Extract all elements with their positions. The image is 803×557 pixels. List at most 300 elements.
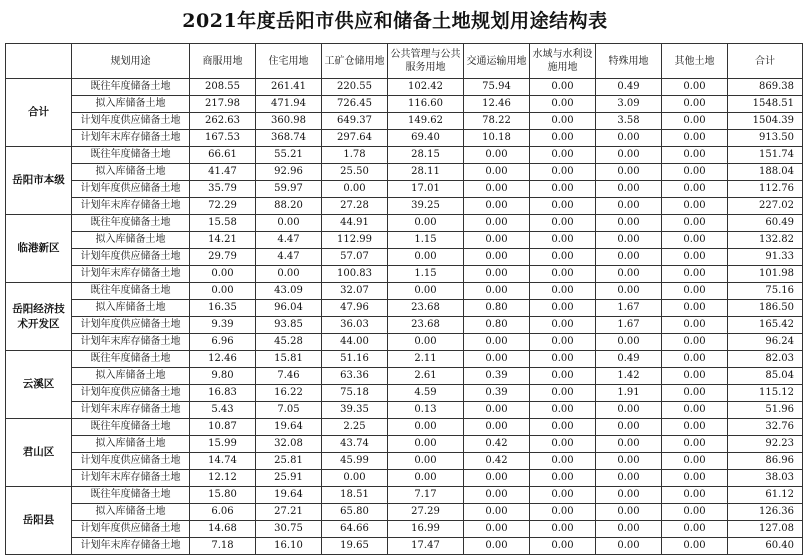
value-cell: 75.94 <box>464 79 530 96</box>
value-cell: 0.00 <box>662 147 728 164</box>
value-cell: 0.00 <box>464 283 530 300</box>
header-cell-other: 其他土地 <box>662 44 728 79</box>
value-cell: 15.81 <box>256 351 322 368</box>
category-cell: 拟入库储备土地 <box>72 164 190 181</box>
value-cell: 649.37 <box>322 113 388 130</box>
header-cell-total: 合计 <box>728 44 803 79</box>
total-cell: 61.12 <box>728 487 803 504</box>
value-cell: 10.87 <box>190 419 256 436</box>
value-cell: 262.63 <box>190 113 256 130</box>
value-cell: 0.00 <box>388 283 464 300</box>
value-cell: 0.00 <box>596 470 662 487</box>
header-cell-public-service: 公共管理与公共服务用地 <box>388 44 464 79</box>
value-cell: 44.00 <box>322 334 388 351</box>
value-cell: 0.39 <box>464 368 530 385</box>
header-cell-residential: 住宅用地 <box>256 44 322 79</box>
category-cell: 既往年度储备土地 <box>72 283 190 300</box>
value-cell: 0.00 <box>530 113 596 130</box>
value-cell: 0.00 <box>464 504 530 521</box>
table-row <box>6 79 803 96</box>
value-cell: 0.00 <box>388 215 464 232</box>
value-cell: 0.00 <box>662 351 728 368</box>
value-cell: 0.00 <box>530 487 596 504</box>
value-cell: 93.85 <box>256 317 322 334</box>
category-cell: 计划年度供应储备土地 <box>72 317 190 334</box>
value-cell: 59.97 <box>256 181 322 198</box>
header-cell-industrial: 工矿仓储用地 <box>322 44 388 79</box>
total-cell: 1504.39 <box>728 113 803 130</box>
table-row <box>6 147 803 164</box>
value-cell: 0.00 <box>464 487 530 504</box>
value-cell: 0.00 <box>530 334 596 351</box>
table-row <box>6 96 803 113</box>
value-cell: 0.00 <box>388 334 464 351</box>
value-cell: 0.00 <box>388 453 464 470</box>
value-cell: 0.00 <box>530 385 596 402</box>
value-cell: 0.00 <box>662 181 728 198</box>
value-cell: 45.28 <box>256 334 322 351</box>
total-cell: 75.16 <box>728 283 803 300</box>
value-cell: 4.47 <box>256 249 322 266</box>
value-cell: 72.29 <box>190 198 256 215</box>
category-cell: 计划年末库存储备土地 <box>72 334 190 351</box>
value-cell: 1.78 <box>322 147 388 164</box>
value-cell: 25.50 <box>322 164 388 181</box>
table-row <box>6 300 803 317</box>
total-cell: 86.96 <box>728 453 803 470</box>
value-cell: 2.61 <box>388 368 464 385</box>
total-cell: 91.33 <box>728 249 803 266</box>
value-cell: 17.47 <box>388 538 464 555</box>
value-cell: 208.55 <box>190 79 256 96</box>
region-cell: 合计 <box>6 79 72 147</box>
category-cell: 计划年度供应储备土地 <box>72 385 190 402</box>
value-cell: 0.00 <box>322 470 388 487</box>
value-cell: 0.00 <box>464 402 530 419</box>
value-cell: 0.00 <box>464 249 530 266</box>
region-cell: 临港新区 <box>6 215 72 283</box>
value-cell: 0.00 <box>662 419 728 436</box>
value-cell: 0.00 <box>530 470 596 487</box>
table-row <box>6 130 803 147</box>
header-cell-category: 规划用途 <box>72 44 190 79</box>
value-cell: 1.15 <box>388 266 464 283</box>
value-cell: 102.42 <box>388 79 464 96</box>
value-cell: 0.00 <box>530 181 596 198</box>
value-cell: 0.00 <box>256 266 322 283</box>
total-cell: 60.40 <box>728 538 803 555</box>
value-cell: 47.96 <box>322 300 388 317</box>
value-cell: 4.59 <box>388 385 464 402</box>
total-cell: 32.76 <box>728 419 803 436</box>
header-cell-commercial: 商服用地 <box>190 44 256 79</box>
value-cell: 0.00 <box>530 232 596 249</box>
value-cell: 17.01 <box>388 181 464 198</box>
value-cell: 9.39 <box>190 317 256 334</box>
value-cell: 0.00 <box>530 147 596 164</box>
value-cell: 66.61 <box>190 147 256 164</box>
value-cell: 149.62 <box>388 113 464 130</box>
category-cell: 既往年度储备土地 <box>72 215 190 232</box>
value-cell: 0.00 <box>662 113 728 130</box>
value-cell: 44.91 <box>322 215 388 232</box>
value-cell: 16.22 <box>256 385 322 402</box>
table-row <box>6 538 803 555</box>
value-cell: 0.00 <box>530 198 596 215</box>
value-cell: 36.03 <box>322 317 388 334</box>
value-cell: 57.07 <box>322 249 388 266</box>
value-cell: 0.00 <box>596 436 662 453</box>
value-cell: 23.68 <box>388 317 464 334</box>
value-cell: 63.36 <box>322 368 388 385</box>
value-cell: 14.21 <box>190 232 256 249</box>
value-cell: 0.00 <box>662 215 728 232</box>
category-cell: 计划年末库存储备土地 <box>72 130 190 147</box>
value-cell: 14.68 <box>190 521 256 538</box>
value-cell: 6.96 <box>190 334 256 351</box>
value-cell: 0.00 <box>596 334 662 351</box>
table-body <box>6 79 803 555</box>
value-cell: 0.00 <box>662 436 728 453</box>
value-cell: 0.42 <box>464 453 530 470</box>
value-cell: 0.00 <box>596 402 662 419</box>
value-cell: 0.00 <box>464 147 530 164</box>
category-cell: 拟入库储备土地 <box>72 436 190 453</box>
total-cell: 165.42 <box>728 317 803 334</box>
total-cell: 127.08 <box>728 521 803 538</box>
total-cell: 96.24 <box>728 334 803 351</box>
table-row <box>6 470 803 487</box>
total-cell: 85.04 <box>728 368 803 385</box>
land-use-table <box>5 43 803 555</box>
category-cell: 既往年度储备土地 <box>72 487 190 504</box>
value-cell: 0.00 <box>388 419 464 436</box>
value-cell: 10.18 <box>464 130 530 147</box>
header-cell-water: 水域与水利设施用地 <box>530 44 596 79</box>
region-cell: 岳阳经济技术开发区 <box>6 283 72 351</box>
value-cell: 55.21 <box>256 147 322 164</box>
value-cell: 0.00 <box>464 232 530 249</box>
category-cell: 计划年度供应储备土地 <box>72 521 190 538</box>
region-cell: 岳阳县 <box>6 487 72 555</box>
value-cell: 0.00 <box>662 283 728 300</box>
value-cell: 0.00 <box>662 130 728 147</box>
value-cell: 0.00 <box>662 266 728 283</box>
value-cell: 39.35 <box>322 402 388 419</box>
value-cell: 16.35 <box>190 300 256 317</box>
value-cell: 12.46 <box>464 96 530 113</box>
value-cell: 0.00 <box>464 538 530 555</box>
value-cell: 0.00 <box>530 249 596 266</box>
value-cell: 12.12 <box>190 470 256 487</box>
value-cell: 15.58 <box>190 215 256 232</box>
total-cell: 151.74 <box>728 147 803 164</box>
value-cell: 88.20 <box>256 198 322 215</box>
value-cell: 0.00 <box>530 79 596 96</box>
value-cell: 19.64 <box>256 487 322 504</box>
category-cell: 拟入库储备土地 <box>72 300 190 317</box>
value-cell: 0.00 <box>464 521 530 538</box>
table-row <box>6 487 803 504</box>
table-row <box>6 521 803 538</box>
value-cell: 7.17 <box>388 487 464 504</box>
value-cell: 0.00 <box>662 504 728 521</box>
value-cell: 28.11 <box>388 164 464 181</box>
value-cell: 27.29 <box>388 504 464 521</box>
value-cell: 112.99 <box>322 232 388 249</box>
value-cell: 0.00 <box>530 402 596 419</box>
value-cell: 0.39 <box>464 385 530 402</box>
value-cell: 0.00 <box>388 436 464 453</box>
value-cell: 0.00 <box>530 283 596 300</box>
value-cell: 19.65 <box>322 538 388 555</box>
value-cell: 4.47 <box>256 232 322 249</box>
value-cell: 368.74 <box>256 130 322 147</box>
value-cell: 65.80 <box>322 504 388 521</box>
value-cell: 0.00 <box>596 130 662 147</box>
value-cell: 0.49 <box>596 351 662 368</box>
value-cell: 0.00 <box>596 215 662 232</box>
table-row <box>6 436 803 453</box>
value-cell: 0.00 <box>530 317 596 334</box>
value-cell: 0.00 <box>530 368 596 385</box>
category-cell: 拟入库储备土地 <box>72 232 190 249</box>
value-cell: 96.04 <box>256 300 322 317</box>
table-row <box>6 317 803 334</box>
value-cell: 27.28 <box>322 198 388 215</box>
value-cell: 0.13 <box>388 402 464 419</box>
value-cell: 18.51 <box>322 487 388 504</box>
value-cell: 0.00 <box>662 249 728 266</box>
value-cell: 43.09 <box>256 283 322 300</box>
value-cell: 29.79 <box>190 249 256 266</box>
value-cell: 0.00 <box>662 198 728 215</box>
value-cell: 1.91 <box>596 385 662 402</box>
value-cell: 3.09 <box>596 96 662 113</box>
table-row <box>6 232 803 249</box>
value-cell: 0.00 <box>530 300 596 317</box>
value-cell: 5.43 <box>190 402 256 419</box>
value-cell: 0.00 <box>596 521 662 538</box>
value-cell: 0.00 <box>662 487 728 504</box>
total-cell: 112.76 <box>728 181 803 198</box>
table-row <box>6 419 803 436</box>
value-cell: 0.00 <box>662 164 728 181</box>
category-cell: 计划年末库存储备土地 <box>72 266 190 283</box>
value-cell: 3.58 <box>596 113 662 130</box>
table-row <box>6 215 803 232</box>
value-cell: 16.83 <box>190 385 256 402</box>
total-cell: 101.98 <box>728 266 803 283</box>
category-cell: 计划年末库存储备土地 <box>72 402 190 419</box>
region-cell: 君山区 <box>6 419 72 487</box>
category-cell: 既往年度储备土地 <box>72 147 190 164</box>
value-cell: 1.42 <box>596 368 662 385</box>
value-cell: 217.98 <box>190 96 256 113</box>
table-row <box>6 453 803 470</box>
value-cell: 261.41 <box>256 79 322 96</box>
header-row <box>6 44 803 79</box>
value-cell: 1.15 <box>388 232 464 249</box>
total-cell: 126.36 <box>728 504 803 521</box>
value-cell: 0.00 <box>464 181 530 198</box>
value-cell: 7.18 <box>190 538 256 555</box>
category-cell: 计划年末库存储备土地 <box>72 538 190 555</box>
table-row <box>6 164 803 181</box>
value-cell: 16.99 <box>388 521 464 538</box>
total-cell: 132.82 <box>728 232 803 249</box>
value-cell: 0.00 <box>530 96 596 113</box>
category-cell: 计划年度供应储备土地 <box>72 249 190 266</box>
value-cell: 39.25 <box>388 198 464 215</box>
value-cell: 1.67 <box>596 317 662 334</box>
value-cell: 0.00 <box>464 419 530 436</box>
value-cell: 30.75 <box>256 521 322 538</box>
value-cell: 0.00 <box>662 470 728 487</box>
value-cell: 360.98 <box>256 113 322 130</box>
value-cell: 726.45 <box>322 96 388 113</box>
value-cell: 75.18 <box>322 385 388 402</box>
total-cell: 51.96 <box>728 402 803 419</box>
value-cell: 0.00 <box>190 283 256 300</box>
value-cell: 0.00 <box>662 96 728 113</box>
category-cell: 计划年度供应储备土地 <box>72 181 190 198</box>
total-cell: 92.23 <box>728 436 803 453</box>
value-cell: 0.00 <box>464 164 530 181</box>
category-cell: 既往年度储备土地 <box>72 79 190 96</box>
value-cell: 0.00 <box>530 164 596 181</box>
value-cell: 0.00 <box>464 266 530 283</box>
table-row <box>6 368 803 385</box>
value-cell: 32.07 <box>322 283 388 300</box>
total-cell: 188.04 <box>728 164 803 181</box>
value-cell: 0.00 <box>388 470 464 487</box>
category-cell: 计划年末库存储备土地 <box>72 198 190 215</box>
value-cell: 0.00 <box>596 419 662 436</box>
value-cell: 0.00 <box>662 334 728 351</box>
category-cell: 既往年度储备土地 <box>72 351 190 368</box>
value-cell: 0.00 <box>596 453 662 470</box>
total-cell: 115.12 <box>728 385 803 402</box>
value-cell: 35.79 <box>190 181 256 198</box>
value-cell: 297.64 <box>322 130 388 147</box>
value-cell: 0.00 <box>662 521 728 538</box>
value-cell: 25.91 <box>256 470 322 487</box>
total-cell: 60.49 <box>728 215 803 232</box>
value-cell: 471.94 <box>256 96 322 113</box>
value-cell: 78.22 <box>464 113 530 130</box>
value-cell: 19.64 <box>256 419 322 436</box>
value-cell: 0.00 <box>530 504 596 521</box>
value-cell: 15.80 <box>190 487 256 504</box>
total-cell: 869.38 <box>728 79 803 96</box>
table-row <box>6 334 803 351</box>
value-cell: 0.00 <box>596 487 662 504</box>
value-cell: 0.49 <box>596 79 662 96</box>
value-cell: 7.46 <box>256 368 322 385</box>
value-cell: 16.10 <box>256 538 322 555</box>
category-cell: 拟入库储备土地 <box>72 504 190 521</box>
region-cell: 岳阳市本级 <box>6 147 72 215</box>
value-cell: 25.81 <box>256 453 322 470</box>
value-cell: 0.00 <box>596 164 662 181</box>
value-cell: 0.00 <box>464 198 530 215</box>
table-row <box>6 402 803 419</box>
value-cell: 27.21 <box>256 504 322 521</box>
value-cell: 41.47 <box>190 164 256 181</box>
value-cell: 0.00 <box>530 419 596 436</box>
value-cell: 1.67 <box>596 300 662 317</box>
value-cell: 0.00 <box>596 249 662 266</box>
value-cell: 0.00 <box>596 504 662 521</box>
table-row <box>6 249 803 266</box>
table-row <box>6 113 803 130</box>
value-cell: 32.08 <box>256 436 322 453</box>
value-cell: 0.00 <box>596 266 662 283</box>
table-row <box>6 283 803 300</box>
table-row <box>6 198 803 215</box>
total-cell: 1548.51 <box>728 96 803 113</box>
value-cell: 2.25 <box>322 419 388 436</box>
value-cell: 0.00 <box>530 538 596 555</box>
value-cell: 28.15 <box>388 147 464 164</box>
value-cell: 220.55 <box>322 79 388 96</box>
value-cell: 0.00 <box>530 215 596 232</box>
value-cell: 0.00 <box>464 215 530 232</box>
value-cell: 15.99 <box>190 436 256 453</box>
value-cell: 0.00 <box>596 147 662 164</box>
total-cell: 82.03 <box>728 351 803 368</box>
value-cell: 0.00 <box>662 538 728 555</box>
value-cell: 0.00 <box>530 453 596 470</box>
value-cell: 0.80 <box>464 317 530 334</box>
value-cell: 51.16 <box>322 351 388 368</box>
value-cell: 0.00 <box>322 181 388 198</box>
value-cell: 0.00 <box>530 130 596 147</box>
table-row <box>6 504 803 521</box>
total-cell: 186.50 <box>728 300 803 317</box>
value-cell: 69.40 <box>388 130 464 147</box>
value-cell: 0.00 <box>596 538 662 555</box>
value-cell: 0.00 <box>662 385 728 402</box>
value-cell: 6.06 <box>190 504 256 521</box>
category-cell: 既往年度储备土地 <box>72 419 190 436</box>
table-row <box>6 351 803 368</box>
category-cell: 拟入库储备土地 <box>72 96 190 113</box>
value-cell: 100.83 <box>322 266 388 283</box>
category-cell: 计划年末库存储备土地 <box>72 470 190 487</box>
value-cell: 64.66 <box>322 521 388 538</box>
value-cell: 0.00 <box>530 436 596 453</box>
value-cell: 43.74 <box>322 436 388 453</box>
category-cell: 计划年度供应储备土地 <box>72 453 190 470</box>
value-cell: 2.11 <box>388 351 464 368</box>
value-cell: 0.00 <box>464 334 530 351</box>
value-cell: 167.53 <box>190 130 256 147</box>
total-cell: 227.02 <box>728 198 803 215</box>
value-cell: 0.00 <box>530 266 596 283</box>
value-cell: 0.00 <box>662 368 728 385</box>
table-row <box>6 385 803 402</box>
value-cell: 9.80 <box>190 368 256 385</box>
value-cell: 0.00 <box>662 300 728 317</box>
table-row <box>6 266 803 283</box>
value-cell: 0.00 <box>596 198 662 215</box>
value-cell: 0.00 <box>256 215 322 232</box>
value-cell: 0.00 <box>388 249 464 266</box>
value-cell: 0.00 <box>464 470 530 487</box>
value-cell: 12.46 <box>190 351 256 368</box>
